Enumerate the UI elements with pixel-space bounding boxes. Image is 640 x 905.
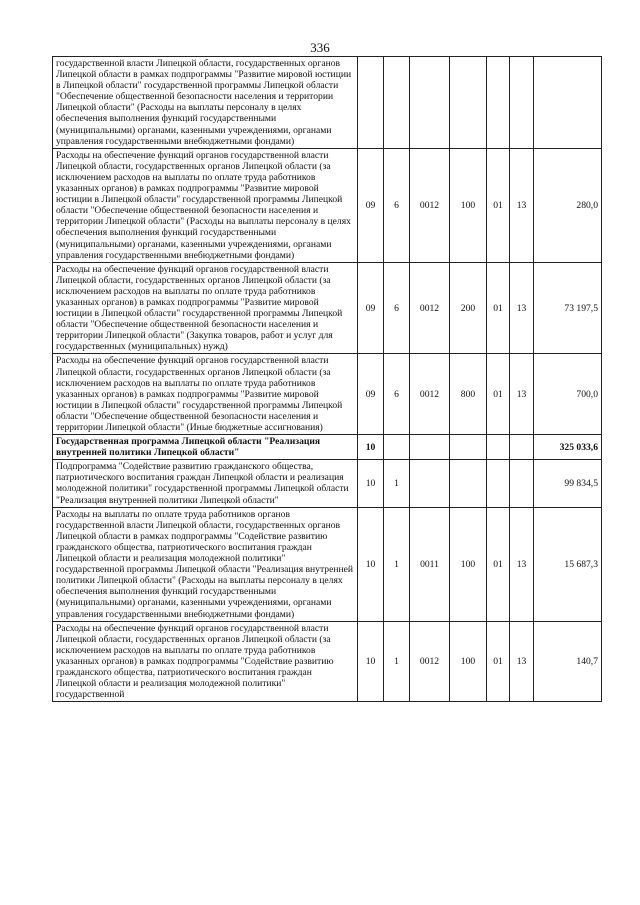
row-amount: 280,0 (534, 148, 602, 262)
table-row (53, 57, 602, 149)
row-code-6: 13 (510, 507, 534, 621)
row-code-5: 01 (487, 621, 510, 702)
budget-table-body (53, 57, 602, 702)
row-code-2: 6 (384, 354, 410, 435)
row-amount: 325 033,6 (534, 435, 602, 460)
row-code-5: 01 (487, 354, 510, 435)
row-code-1: 09 (358, 262, 384, 354)
budget-table (52, 56, 602, 702)
row-code-3: 0012 (410, 621, 450, 702)
row-code-3: 0011 (410, 507, 450, 621)
table-row (53, 460, 602, 507)
row-amount: 15 687,3 (534, 507, 602, 621)
row-code-5: 01 (487, 507, 510, 621)
row-amount: 99 834,5 (534, 460, 602, 507)
row-code-2: 6 (384, 148, 410, 262)
row-description: Государственная программа Липецкой области "Реализация внутренней политики Липецкой области" (53, 435, 358, 460)
page-number: 336 (310, 40, 330, 55)
row-code-5: 01 (487, 148, 510, 262)
table-row (53, 354, 602, 435)
row-code-3 (410, 57, 450, 149)
row-code-2: 1 (384, 507, 410, 621)
row-code-1: 09 (358, 148, 384, 262)
row-code-3 (410, 435, 450, 460)
row-description: Расходы на обеспечение функций органов государственной власти Липецкой области, государственных органов Липецкой области (за исключением расходов на выплаты по оплате труда работников указанных органов) в рамках подпрограммы "Развитие мировой юстиции в Липецкой области" государственной программы Липецкой области "Обеспечение общественной безопасности населения и территории Липецкой области" (Расходы на выплаты персоналу в целях обеспечения выполнения функций государственными (муниципальными) органами, казенными учреждениями, органами управления государственными внебюджетными фондами) (53, 148, 358, 262)
row-code-3 (410, 460, 450, 507)
row-code-2: 1 (384, 621, 410, 702)
row-code-1: 10 (358, 621, 384, 702)
row-code-3: 0012 (410, 354, 450, 435)
row-code-6: 13 (510, 354, 534, 435)
row-amount: 140,7 (534, 621, 602, 702)
row-code-5: 01 (487, 262, 510, 354)
row-description: Расходы на обеспечение функций органов государственной власти Липецкой области, государственных органов Липецкой области (за исключением расходов на выплаты по оплате труда работников указанных органов) в рамках подпрограммы "Развитие мировой юстиции в Липецкой области" государственной программы Липецкой области "Обеспечение общественной безопасности населения и территории Липецкой области" (Закупка товаров, работ и услуг для государственных (муниципальных) нужд) (53, 262, 358, 354)
row-code-5 (487, 460, 510, 507)
row-code-2: 6 (384, 262, 410, 354)
row-description: государственной власти Липецкой области, государственных органов Липецкой области в рамках подпрограммы "Развитие мировой юстиции в Липецкой области" государственной программы Липецкой области "Обеспечение общественной безопасности населения и территории Липецкой области" (Расходы на выплаты персоналу в целях обеспечения выполнения функций государственными (муниципальными) органами, казенными учреждениями, органами управления государственными внебюджетными фондами) (53, 57, 358, 149)
row-code-4 (450, 460, 487, 507)
row-code-4: 800 (450, 354, 487, 435)
row-amount (534, 57, 602, 149)
row-code-3: 0012 (410, 262, 450, 354)
row-amount: 700,0 (534, 354, 602, 435)
row-code-4 (450, 57, 487, 149)
row-code-4 (450, 435, 487, 460)
row-code-3: 0012 (410, 148, 450, 262)
row-code-1: 09 (358, 354, 384, 435)
row-code-1: 10 (358, 507, 384, 621)
row-code-6: 13 (510, 262, 534, 354)
row-code-4: 100 (450, 148, 487, 262)
row-code-2: 1 (384, 460, 410, 507)
table-row (53, 507, 602, 621)
row-code-6: 13 (510, 621, 534, 702)
row-code-2 (384, 57, 410, 149)
row-code-6 (510, 460, 534, 507)
row-code-4: 100 (450, 507, 487, 621)
row-code-1: 10 (358, 435, 384, 460)
row-description: Расходы на обеспечение функций органов государственной власти Липецкой области, государственных органов Липецкой области (за исключением расходов на выплаты по оплате труда работников указанных органов) в рамках подпрограммы "Развитие мировой юстиции в Липецкой области" государственной программы Липецкой области "Обеспечение общественной безопасности населения и территории Липецкой области" (Иные бюджетные ассигнования) (53, 354, 358, 435)
row-code-6: 13 (510, 148, 534, 262)
row-code-4: 100 (450, 621, 487, 702)
row-code-5 (487, 57, 510, 149)
row-code-4: 200 (450, 262, 487, 354)
row-code-6 (510, 57, 534, 149)
row-description: Подпрограмма "Содействие развитию гражданского общества, патриотического воспитания граждан Липецкой области и реализация молодежной политики" государственной программы Липецкой области "Реализация внутренней политики Липецкой области" (53, 460, 358, 507)
row-code-1 (358, 57, 384, 149)
row-code-2 (384, 435, 410, 460)
table-row-program-total (53, 435, 602, 460)
row-code-5 (487, 435, 510, 460)
table-row (53, 262, 602, 354)
table-row (53, 148, 602, 262)
row-amount: 73 197,5 (534, 262, 602, 354)
table-row (53, 621, 602, 702)
row-description: Расходы на обеспечение функций органов государственной власти Липецкой области, государственных органов Липецкой области (за исключением расходов на выплаты по оплате труда работников указанных органов) в рамках подпрограммы "Содействие развитию гражданского общества, патриотического воспитания граждан Липецкой области и реализация молодежной политики" государственной (53, 621, 358, 702)
row-code-1: 10 (358, 460, 384, 507)
row-code-6 (510, 435, 534, 460)
row-description: Расходы на выплаты по оплате труда работников органов государственной власти Липецкой области, государственных органов Липецкой области в рамках подпрограммы "Содействие развитию гражданского общества, патриотического воспитания граждан Липецкой области и реализация молодежной политики" государственной программы Липецкой области "Реализация внутренней политики Липецкой области" (Расходы на выплаты персоналу в целях обеспечения выполнения функций государственными (муниципальными) органами, казенными учреждениями, органами управления государственными внебюджетными фондами) (53, 507, 358, 621)
